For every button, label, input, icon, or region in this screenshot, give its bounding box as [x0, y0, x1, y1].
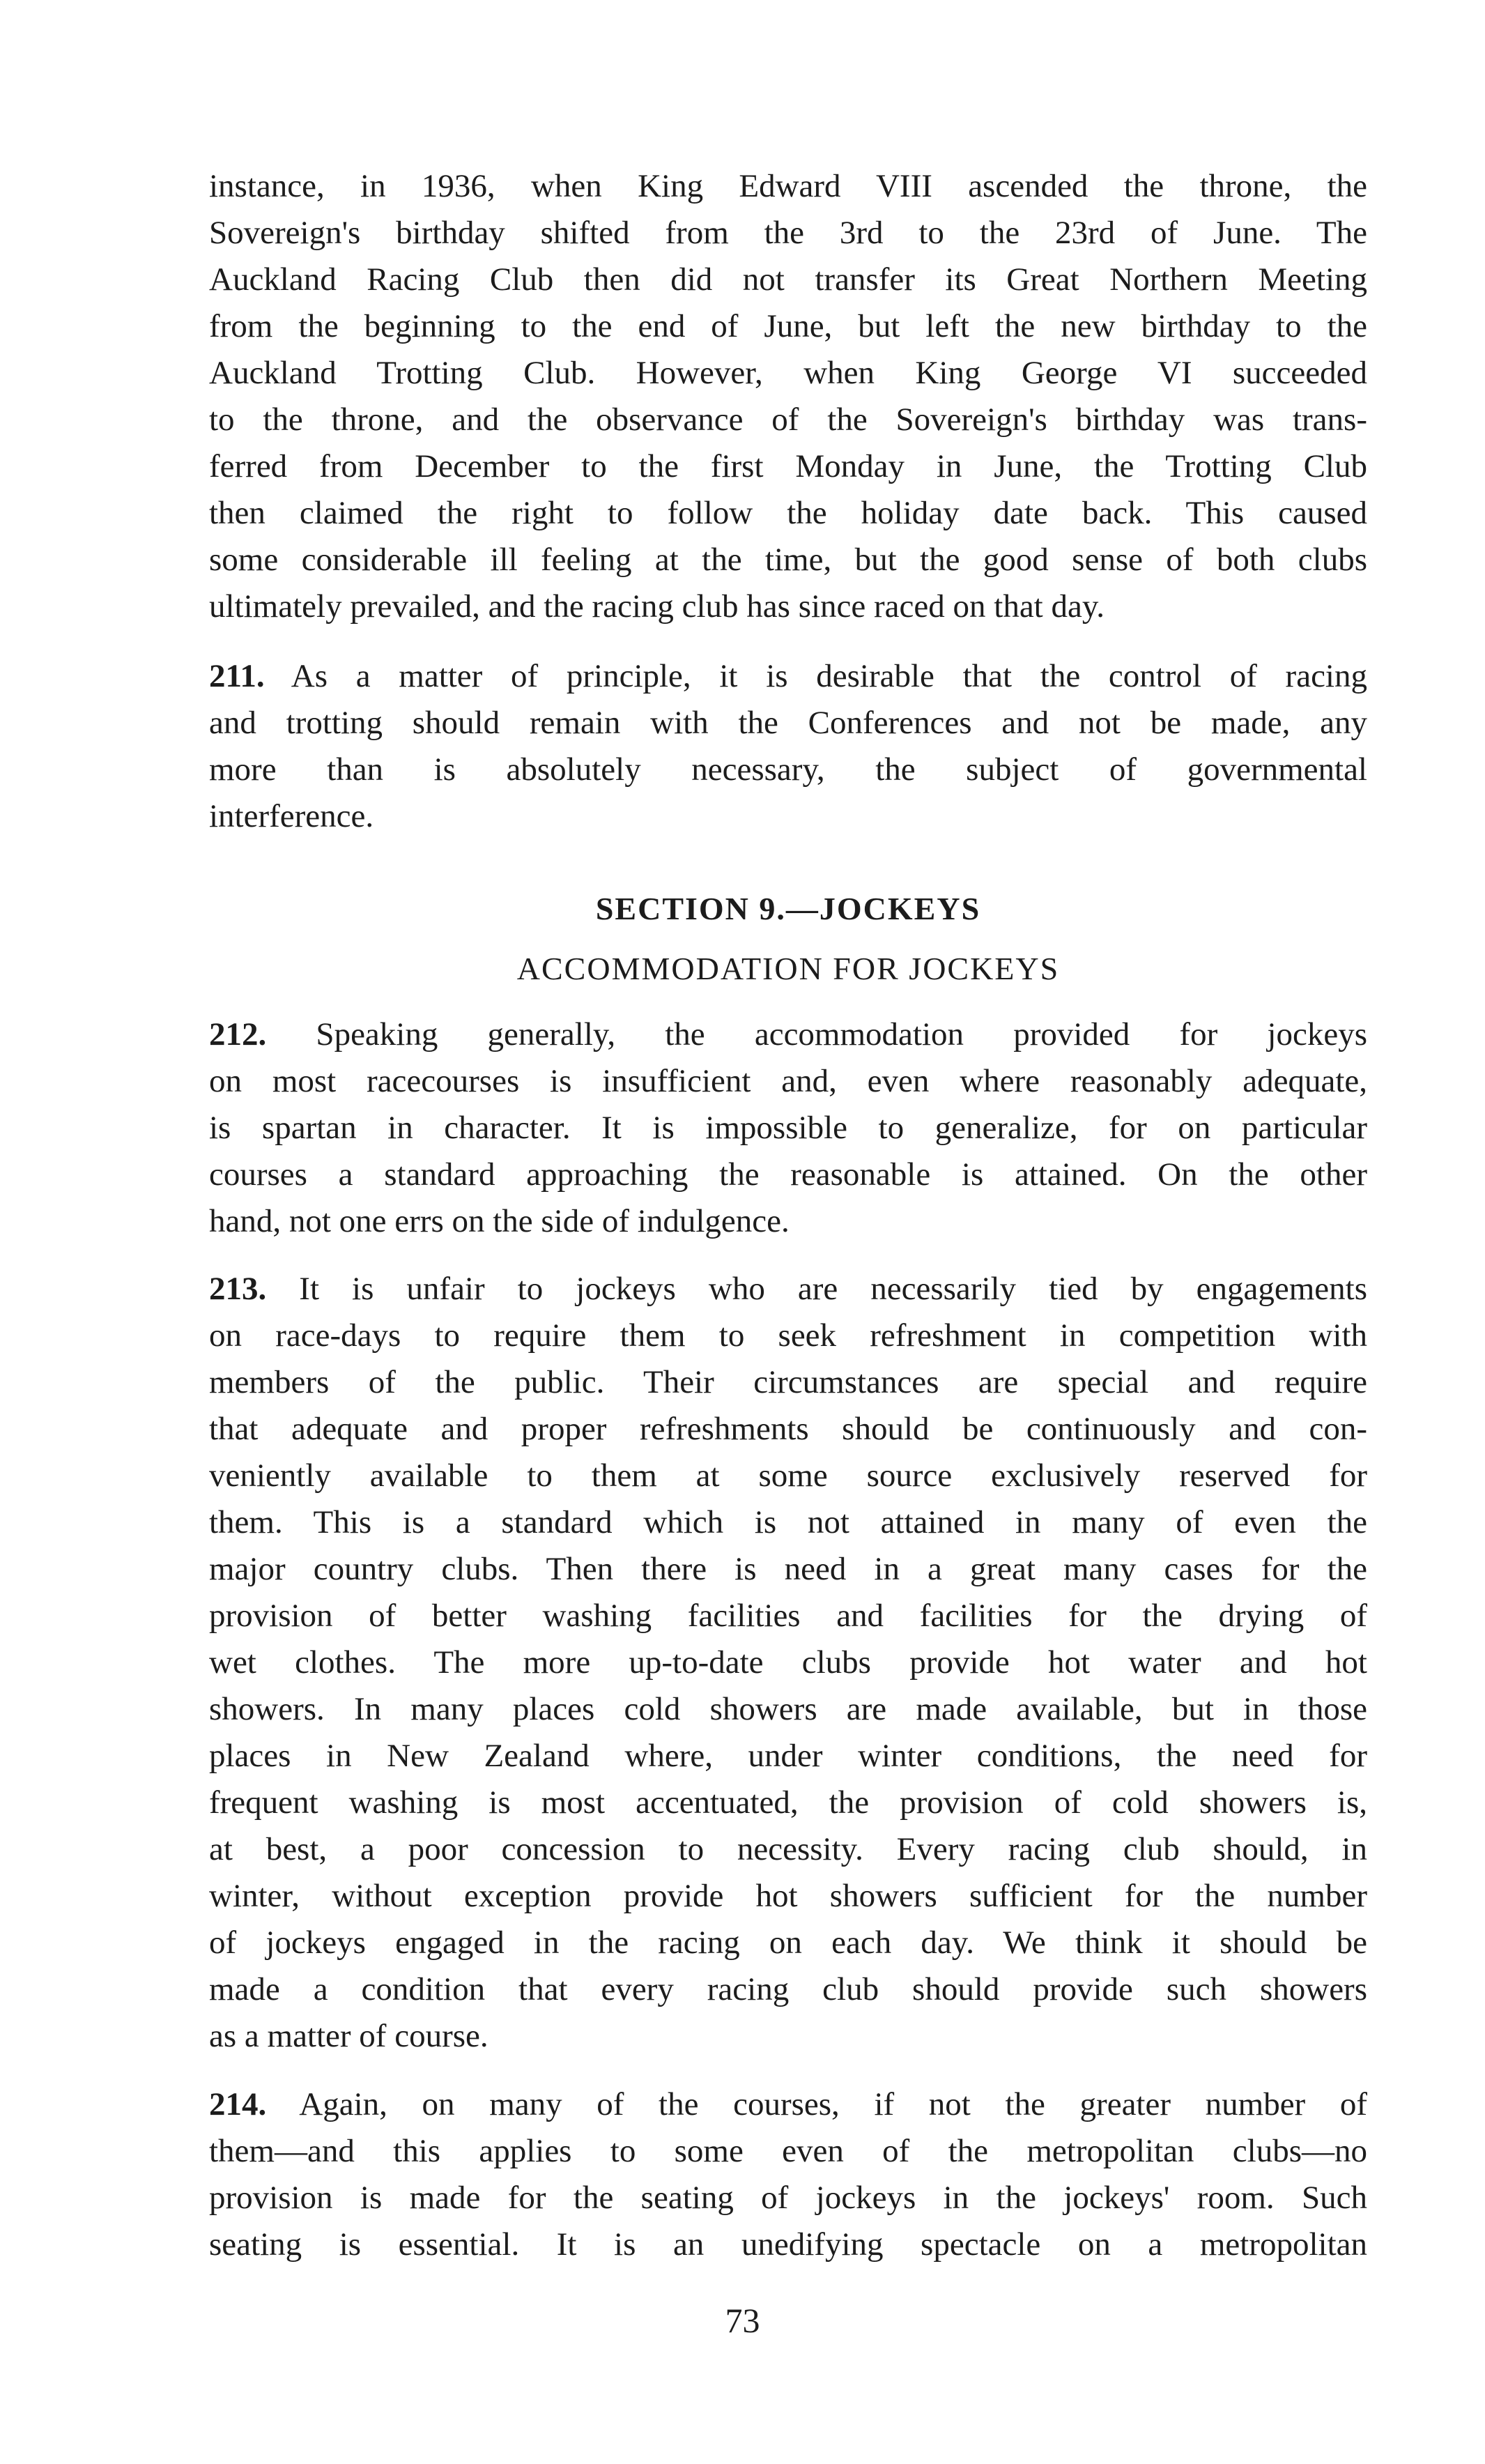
- text-line: instance, in 1936, when King Edward VIII ascended the throne, the: [209, 168, 1367, 204]
- paragraph-number: 211.: [209, 658, 265, 694]
- text-line: hand, not one errs on the side of indulgence.: [209, 1203, 790, 1239]
- text-line: provision of better washing facilities and facilities for the drying of: [209, 1598, 1367, 1634]
- text-line: seating is essential. It is an unedifying spectacle on a metropolitan: [209, 2226, 1367, 2263]
- text-line: [209, 653, 1367, 700]
- text-line: major country clubs. Then there is need in a great many cases for the: [209, 1551, 1367, 1587]
- paragraph-212: [209, 1011, 1367, 1245]
- text-line: places in New Zealand where, under winter conditions, the need for: [209, 1738, 1367, 1774]
- section-heading: SECTION 9.—JOCKEYS: [595, 891, 981, 926]
- page-number: 73: [725, 2301, 760, 2340]
- text-line: on most racecourses is insufficient and, even where reasonably adequate,: [209, 1063, 1367, 1099]
- text-line: on race-days to require them to seek refreshment in competition with: [209, 1317, 1367, 1354]
- text-line: that adequate and proper refreshments should be continuously and con-: [209, 1411, 1367, 1447]
- text-line: wet clothes. The more up-to-date clubs provide hot water and hot: [209, 1644, 1367, 1681]
- text-line: as a matter of course.: [209, 2018, 488, 2054]
- text-line: members of the public. Their circumstances are special and require: [209, 1364, 1367, 1400]
- text-line: more than is absolutely necessary, the subject of governmental: [209, 751, 1367, 788]
- paragraph-number: 213.: [209, 1271, 267, 1307]
- text-line: ferred from December to the first Monday in June, the Trotting Club: [209, 448, 1367, 484]
- paragraph-213: [209, 1266, 1367, 2060]
- text-line: courses a standard approaching the reasonable is attained. On the other: [209, 1156, 1367, 1193]
- text-line: Sovereign's birthday shifted from the 3rd to the 23rd of June. The: [209, 215, 1367, 251]
- text-line: from the beginning to the end of June, but left the new birthday to the: [209, 308, 1367, 344]
- text-line: provision is made for the seating of jockeys in the jockeys' room. Such: [209, 2180, 1367, 2216]
- text-line: Auckland Racing Club then did not transfer its Great Northern Meeting: [209, 261, 1367, 298]
- text-line: winter, without exception provide hot showers sufficient for the number: [209, 1878, 1367, 1914]
- text-line: [209, 1266, 1367, 1313]
- text-line: frequent washing is most accentuated, the provision of cold showers is,: [209, 1784, 1367, 1821]
- line-text: Speaking generally, the accommodation provided for jockeys: [266, 1016, 1367, 1053]
- text-line: [209, 2081, 1367, 2128]
- text-line: veniently available to them at some source exclusively reserved for: [209, 1457, 1367, 1494]
- text-line: some considerable ill feeling at the time, but the good sense of both clubs: [209, 542, 1367, 578]
- text-line: of jockeys engaged in the racing on each day. We think it should be: [209, 1924, 1367, 1961]
- text-line: them—and this applies to some even of the metropolitan clubs—no: [209, 2133, 1367, 2169]
- line-text: As a matter of principle, it is desirable that the control of racing: [264, 658, 1367, 694]
- text-line: to the throne, and the observance of the Sovereign's birthday was trans-: [209, 401, 1367, 438]
- paragraph-number: 212.: [209, 1016, 267, 1053]
- text-line: [209, 1011, 1367, 1058]
- paragraph-number: 214.: [209, 2086, 267, 2122]
- paragraph-211: [209, 653, 1367, 840]
- text-line: Auckland Trotting Club. However, when King George VI succeeded: [209, 355, 1367, 391]
- text-line: them. This is a standard which is not attained in many of even the: [209, 1504, 1367, 1540]
- text-line: is spartan in character. It is impossible to generalize, for on particular: [209, 1110, 1367, 1146]
- text-line: at best, a poor concession to necessity. Every racing club should, in: [209, 1831, 1367, 1867]
- text-line: interference.: [209, 798, 374, 834]
- paragraph-214: [209, 2081, 1367, 2268]
- paragraph-210-continued: [209, 163, 1367, 630]
- line-text: Again, on many of the courses, if not the greater number of: [266, 2086, 1367, 2122]
- text-line: made a condition that every racing club should provide such showers: [209, 1971, 1367, 2007]
- line-text: It is unfair to jockeys who are necessarily tied by engagements: [266, 1271, 1367, 1307]
- text-line: showers. In many places cold showers are made available, but in those: [209, 1691, 1367, 1727]
- section-subheading: ACCOMMODATION FOR JOCKEYS: [516, 951, 1060, 986]
- text-line: ultimately prevailed, and the racing club has since raced on that day.: [209, 588, 1105, 625]
- text-line: and trotting should remain with the Conferences and not be made, any: [209, 705, 1367, 741]
- text-line: then claimed the right to follow the holiday date back. This caused: [209, 495, 1367, 531]
